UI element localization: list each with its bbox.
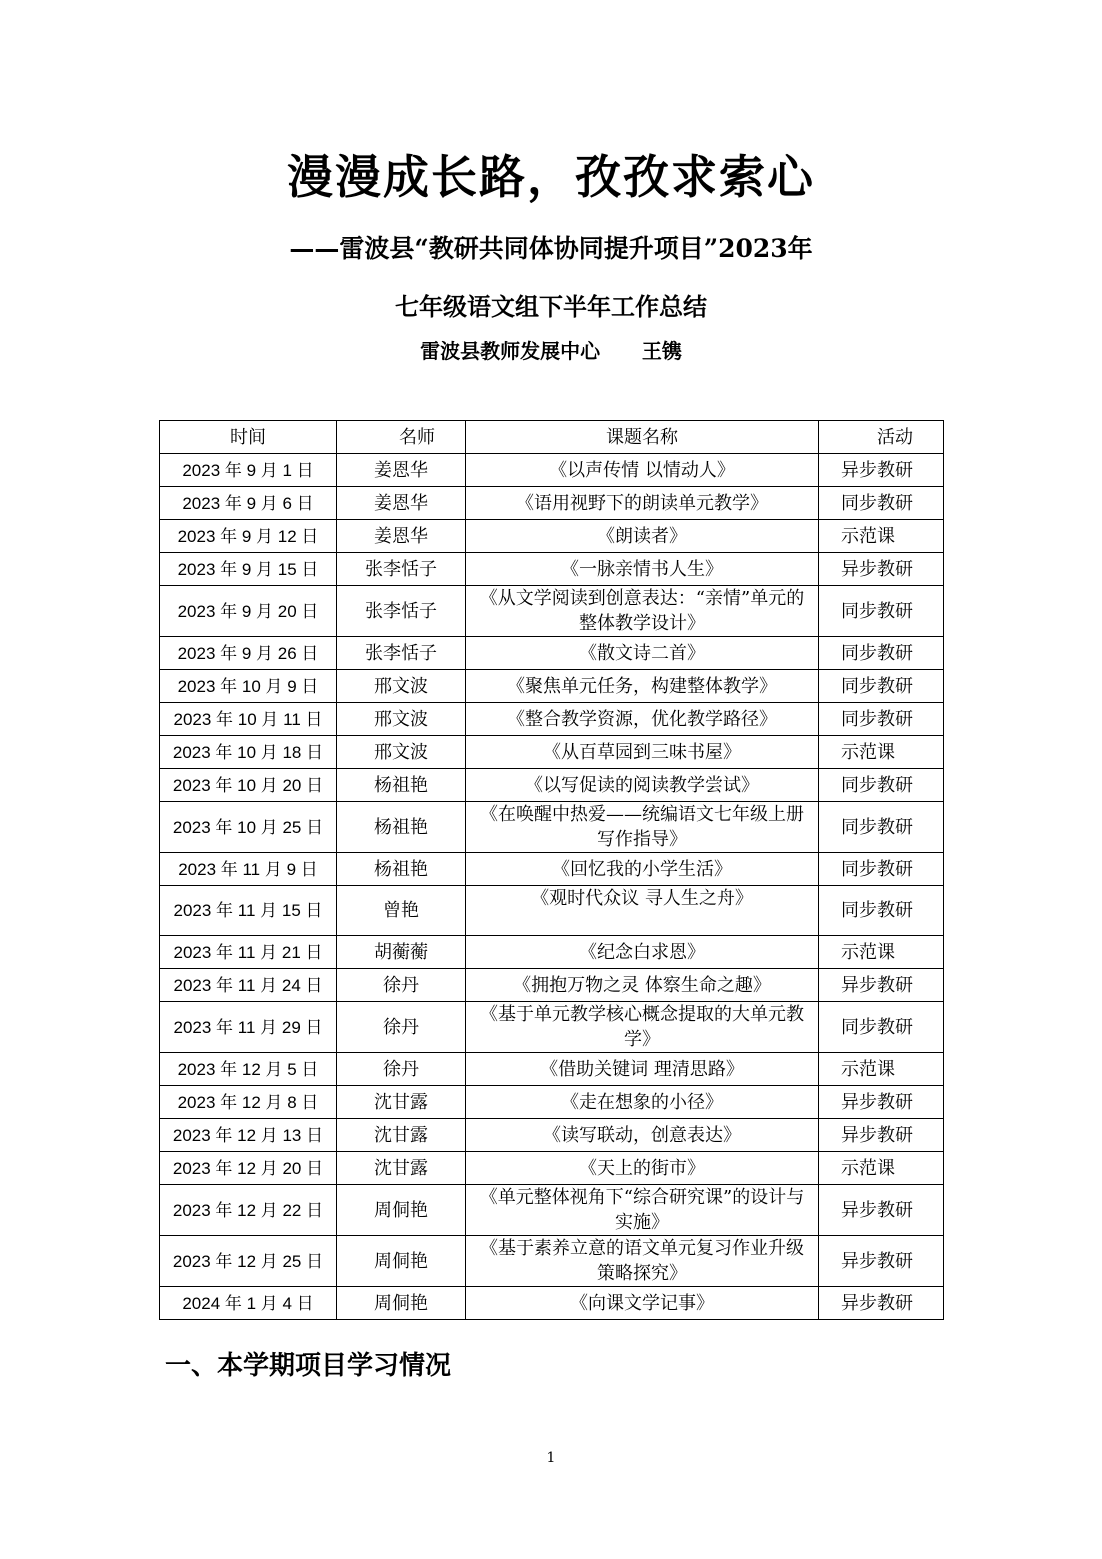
cell-topic: 《在唤醒中热爱——统编语文七年级上册写作指导》: [466, 802, 819, 853]
cell-teacher: 邢文波: [337, 670, 466, 703]
cell-teacher: 徐丹: [337, 1002, 466, 1053]
schedule-table: [159, 420, 944, 1320]
cell-activity: 同步教研: [819, 637, 944, 670]
table-row: [160, 1119, 944, 1152]
table-row: [160, 454, 944, 487]
cell-topic: 《散文诗二首》: [466, 637, 819, 670]
table-row: [160, 586, 944, 637]
cell-topic: 《纪念白求恩》: [466, 936, 819, 969]
cell-topic: 《语用视野下的朗读单元教学》: [466, 487, 819, 520]
cell-date: 2023 年 10 月 11 日: [160, 703, 337, 736]
cell-teacher: 沈甘露: [337, 1152, 466, 1185]
table-row: [160, 487, 944, 520]
cell-date: 2023 年 9 月 6 日: [160, 487, 337, 520]
cell-teacher: 徐丹: [337, 969, 466, 1002]
cell-date: 2023 年 12 月 22 日: [160, 1185, 337, 1236]
cell-activity: 同步教研: [819, 886, 944, 936]
cell-date: 2023 年 9 月 12 日: [160, 520, 337, 553]
cell-activity: 同步教研: [819, 703, 944, 736]
table-row: [160, 703, 944, 736]
cell-date: 2023 年 11 月 24 日: [160, 969, 337, 1002]
table-row: [160, 520, 944, 553]
table-row: [160, 769, 944, 802]
header-teacher: 名师: [337, 421, 466, 454]
table-row: [160, 802, 944, 853]
cell-teacher: 周侗艳: [337, 1236, 466, 1287]
cell-teacher: 沈甘露: [337, 1119, 466, 1152]
cell-activity: 同步教研: [819, 586, 944, 637]
cell-topic: 《读写联动，创意表达》: [466, 1119, 819, 1152]
header-date: 时间: [160, 421, 337, 454]
cell-teacher: 胡蘅蘅: [337, 936, 466, 969]
cell-activity: 同步教研: [819, 670, 944, 703]
cell-date: 2023 年 12 月 5 日: [160, 1053, 337, 1086]
table-row: [160, 1086, 944, 1119]
cell-activity: 示范课: [819, 1152, 944, 1185]
cell-teacher: 杨祖艳: [337, 853, 466, 886]
cell-teacher: 姜恩华: [337, 487, 466, 520]
cell-activity: 示范课: [819, 736, 944, 769]
cell-topic: 《以声传情 以情动人》: [466, 454, 819, 487]
cell-activity: 示范课: [819, 520, 944, 553]
cell-topic: 《聚焦单元任务，构建整体教学》: [466, 670, 819, 703]
cell-topic: 《一脉亲情书人生》: [466, 553, 819, 586]
cell-date: 2023 年 12 月 25 日: [160, 1236, 337, 1287]
document-subtitle-2: 七年级语文组下半年工作总结: [395, 292, 707, 321]
table-row: [160, 553, 944, 586]
cell-activity: 异步教研: [819, 969, 944, 1002]
cell-activity: 异步教研: [819, 454, 944, 487]
table-row: [160, 969, 944, 1002]
cell-date: 2023 年 10 月 20 日: [160, 769, 337, 802]
cell-activity: 示范课: [819, 936, 944, 969]
table-row: [160, 1152, 944, 1185]
cell-topic: 《整合教学资源，优化教学路径》: [466, 703, 819, 736]
cell-activity: 同步教研: [819, 487, 944, 520]
cell-topic: 《单元整体视角下“综合研究课”的设计与实施》: [466, 1185, 819, 1236]
cell-teacher: 邢文波: [337, 703, 466, 736]
cell-topic: 《拥抱万物之灵 体察生命之趣》: [466, 969, 819, 1002]
cell-topic: 《基于素养立意的语文单元复习作业升级策略探究》: [466, 1236, 819, 1287]
table-row: [160, 886, 944, 936]
cell-teacher: 姜恩华: [337, 520, 466, 553]
cell-topic: 《借助关键词 理清思路》: [466, 1053, 819, 1086]
table-row: [160, 1053, 944, 1086]
cell-topic: 《朗读者》: [466, 520, 819, 553]
table-row: [160, 1287, 944, 1320]
cell-topic: 《向课文学记事》: [466, 1287, 819, 1320]
cell-teacher: 沈甘露: [337, 1086, 466, 1119]
cell-teacher: 杨祖艳: [337, 769, 466, 802]
document-author: 雷波县教师发展中心 王镌: [420, 339, 682, 363]
page-number: 1: [546, 1450, 556, 1466]
document-title: 漫漫成长路，孜孜求索心: [287, 150, 815, 204]
cell-date: 2023 年 12 月 20 日: [160, 1152, 337, 1185]
cell-teacher: 张李恬子: [337, 637, 466, 670]
cell-date: 2023 年 11 月 15 日: [160, 886, 337, 936]
cell-topic: 《观时代众议 寻人生之舟》: [466, 886, 819, 936]
table-row: [160, 1236, 944, 1287]
cell-teacher: 张李恬子: [337, 553, 466, 586]
cell-activity: 异步教研: [819, 1185, 944, 1236]
table-row: [160, 936, 944, 969]
cell-teacher: 邢文波: [337, 736, 466, 769]
cell-date: 2023 年 9 月 26 日: [160, 637, 337, 670]
section-heading: 一、本学期项目学习情况: [165, 1351, 452, 1381]
table-row: [160, 1002, 944, 1053]
document-subtitle: ——雷波县“教研共同体协同提升项目”2023年: [289, 234, 813, 263]
cell-activity: 异步教研: [819, 1119, 944, 1152]
table-row: [160, 670, 944, 703]
cell-date: 2023 年 10 月 9 日: [160, 670, 337, 703]
cell-activity: 同步教研: [819, 802, 944, 853]
table-row: [160, 1185, 944, 1236]
cell-date: 2023 年 11 月 21 日: [160, 936, 337, 969]
cell-activity: 异步教研: [819, 1236, 944, 1287]
cell-activity: 异步教研: [819, 1287, 944, 1320]
cell-date: 2023 年 9 月 15 日: [160, 553, 337, 586]
cell-teacher: 杨祖艳: [337, 802, 466, 853]
cell-topic: 《回忆我的小学生活》: [466, 853, 819, 886]
header-activity: 活动: [819, 421, 944, 454]
cell-teacher: 徐丹: [337, 1053, 466, 1086]
table-header-row: [160, 421, 944, 454]
cell-teacher: 周侗艳: [337, 1287, 466, 1320]
table-row: [160, 736, 944, 769]
table-row: [160, 637, 944, 670]
cell-date: 2024 年 1 月 4 日: [160, 1287, 337, 1320]
cell-topic: 《以写促读的阅读教学尝试》: [466, 769, 819, 802]
table-row: [160, 853, 944, 886]
cell-teacher: 张李恬子: [337, 586, 466, 637]
cell-activity: 异步教研: [819, 553, 944, 586]
cell-teacher: 姜恩华: [337, 454, 466, 487]
cell-topic: 《走在想象的小径》: [466, 1086, 819, 1119]
cell-activity: 示范课: [819, 1053, 944, 1086]
cell-topic: 《从百草园到三味书屋》: [466, 736, 819, 769]
cell-activity: 同步教研: [819, 853, 944, 886]
cell-teacher: 曾艳: [337, 886, 466, 936]
cell-activity: 异步教研: [819, 1086, 944, 1119]
cell-topic: 《基于单元教学核心概念提取的大单元教学》: [466, 1002, 819, 1053]
header-topic: 课题名称: [466, 421, 819, 454]
cell-date: 2023 年 11 月 9 日: [160, 853, 337, 886]
cell-date: 2023 年 12 月 8 日: [160, 1086, 337, 1119]
cell-date: 2023 年 12 月 13 日: [160, 1119, 337, 1152]
cell-activity: 同步教研: [819, 769, 944, 802]
cell-date: 2023 年 9 月 1 日: [160, 454, 337, 487]
cell-date: 2023 年 9 月 20 日: [160, 586, 337, 637]
cell-date: 2023 年 10 月 25 日: [160, 802, 337, 853]
cell-teacher: 周侗艳: [337, 1185, 466, 1236]
cell-topic: 《天上的街市》: [466, 1152, 819, 1185]
cell-date: 2023 年 11 月 29 日: [160, 1002, 337, 1053]
cell-activity: 同步教研: [819, 1002, 944, 1053]
cell-date: 2023 年 10 月 18 日: [160, 736, 337, 769]
cell-topic: 《从文学阅读到创意表达：“亲情”单元的整体教学设计》: [466, 586, 819, 637]
